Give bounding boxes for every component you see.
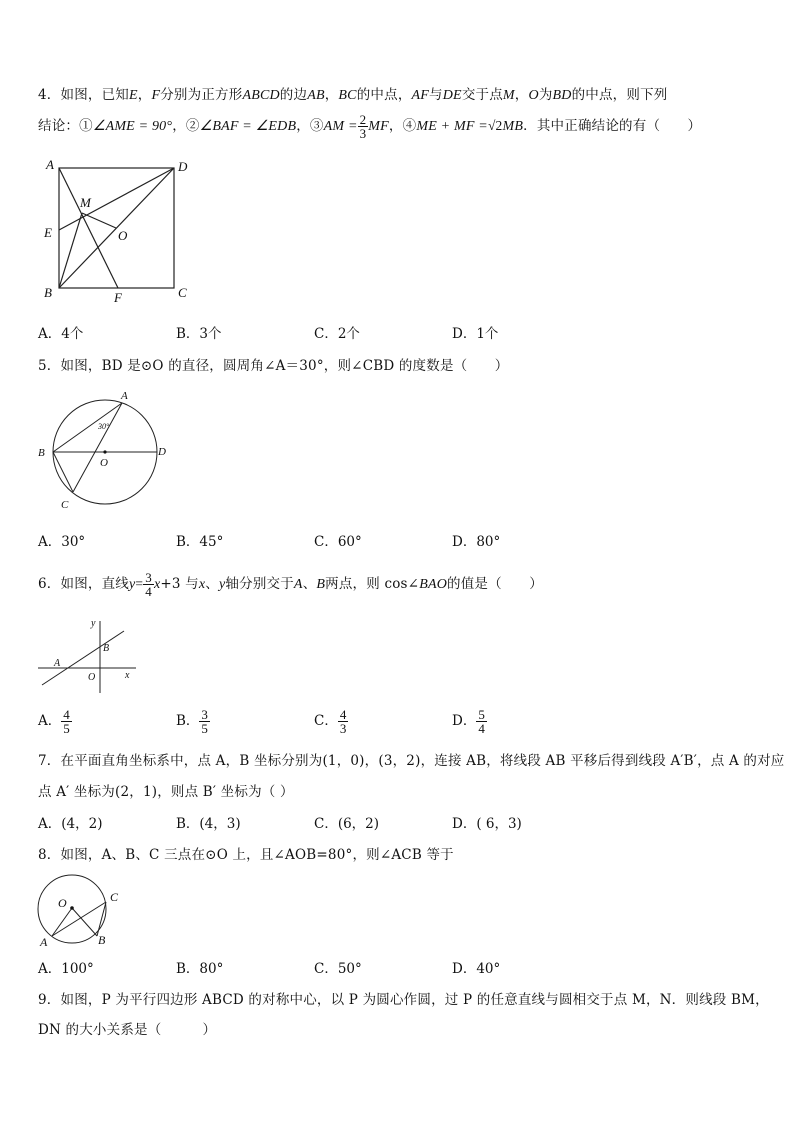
q6-line-figure — [34, 615, 144, 697]
q8-option-a: A．100° — [38, 961, 94, 977]
q9-question-line1: 9．如图，P 为平行四边形 ABCD 的对称中心，以 P 为圆心作圆，过 P 的任意直线与圆相交于点 M，N．则线段 BM， — [38, 992, 769, 1008]
label-f: F — [114, 290, 122, 305]
q4-line1: 4．如图，已知E，F分别为正方形ABCD的边AB，BC的中点，AF与DE交于点M，O为BD的中点，则下列 — [38, 87, 668, 103]
conclusion-3: AM = — [323, 119, 358, 134]
label-x: x — [125, 670, 130, 681]
segment-de — [59, 168, 174, 230]
q4-square-figure — [38, 155, 198, 307]
q5-question: 5．如图，BD 是⊙O 的直径，圆周角∠A＝30°，则∠CBD 的度数是（ ） — [38, 358, 509, 374]
label-a: A — [54, 658, 61, 669]
radius-ob — [72, 908, 97, 936]
label-c: C — [61, 499, 69, 511]
q6-option-c: C． $\frac{4}{3}$ — [314, 707, 347, 736]
q5-option-a: A．30° — [38, 534, 86, 550]
segment-af — [59, 168, 118, 288]
q7-option-c: C．(6，2) — [314, 816, 380, 832]
q6-option-a: A． $\frac{4}{5}$ — [38, 707, 70, 736]
angle-label: 30° — [98, 422, 110, 431]
label-a: A — [40, 935, 48, 949]
q4-number: 4． — [38, 87, 61, 103]
q5-option-c: C．60° — [314, 534, 362, 550]
label-e: E — [44, 225, 52, 240]
segment-bd — [59, 168, 174, 288]
label-o: O — [100, 457, 108, 469]
q4-option-c: C．2个 — [314, 326, 360, 342]
q4-option-b: B．3个 — [176, 326, 222, 342]
conclusion-2: ∠BAF = ∠EDB — [199, 119, 297, 134]
q5-circle-figure — [34, 385, 174, 515]
label-b: B — [98, 933, 106, 947]
label-c: C — [110, 890, 119, 904]
fraction-2-3: $\frac{2}{3}$ — [359, 112, 367, 141]
chord-ac — [73, 403, 122, 492]
q8-option-d: D．40° — [452, 961, 501, 977]
label-d: D — [158, 446, 166, 458]
label-o: O — [118, 228, 128, 243]
q7-question-line2: 点 A′ 坐标为(2，1)，则点 B′ 坐标为（ ） — [38, 784, 294, 800]
q5-option-d: D．80° — [452, 534, 501, 550]
conclusion-4: ME + MF = — [416, 119, 488, 134]
q8-option-b: B．80° — [176, 961, 224, 977]
label-o: O — [58, 896, 67, 910]
label-y: y — [91, 618, 96, 629]
q4-line2: 结论：①∠AME = 90°，②∠BAF = ∠EDB，③AM = $\frac{2}{3}$ MF，④ME + MF =√2MB．其中正确结论的有（ ） — [38, 112, 702, 141]
label-d: D — [178, 159, 188, 174]
q7-option-a: A．(4，2) — [38, 816, 103, 832]
q7-option-d: D．( 6，3) — [452, 816, 522, 832]
label-b: B — [44, 285, 52, 300]
q5-option-b: B．45° — [176, 534, 224, 550]
label-b: B — [103, 643, 110, 654]
label-c: C — [178, 285, 187, 300]
q7-option-b: B．(4，3) — [176, 816, 241, 832]
q6-option-b: B． $\frac{3}{5}$ — [176, 707, 208, 736]
q7-question-line1: 7．在平面直角坐标系中，点 A，B 坐标分别为(1，0)，(3，2)，连接 AB，将线段 AB 平移后得到线段 A′B′，点 A 的对应 — [38, 753, 785, 769]
label-b: B — [38, 447, 45, 459]
q6-question: 6．如图，直线y= $\frac{3}{4}$ x+3 与x、y轴分别交于A、B两点，则 cos∠BAO的值是（ ） — [38, 570, 543, 599]
q9-question-line2: DN 的大小关系是（ ） — [38, 1022, 217, 1038]
q4-option-d: D．1个 — [452, 326, 499, 342]
label-a: A — [46, 157, 54, 172]
chord-bc — [53, 452, 73, 492]
q8-option-c: C．50° — [314, 961, 362, 977]
label-m: M — [80, 195, 91, 210]
label-o: O — [88, 672, 96, 683]
radius-oa — [52, 908, 72, 936]
q8-circle-figure — [34, 872, 134, 950]
center-point — [103, 450, 106, 453]
center-point — [70, 906, 74, 910]
chord-ab — [53, 403, 122, 452]
label-a: A — [121, 390, 128, 402]
q8-question: 8．如图，A、B、C 三点在⊙O 上，且∠AOB=80°，则∠ACB 等于 — [38, 847, 454, 863]
conclusion-1: ∠AME = 90° — [92, 119, 173, 134]
fraction-3-4: $\frac{3}{4}$ — [145, 570, 152, 599]
q6-option-d: D． $\frac{5}{4}$ — [452, 707, 485, 736]
q4-option-a: A．4个 — [38, 326, 84, 342]
